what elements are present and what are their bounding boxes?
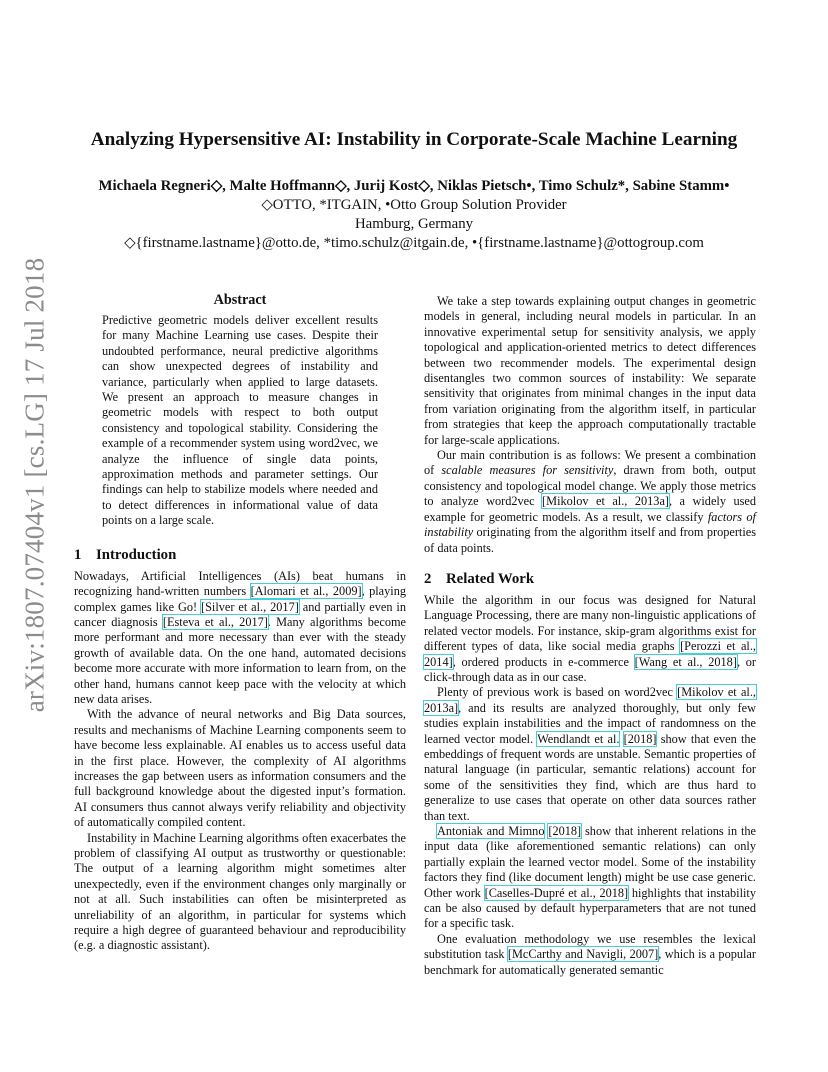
section-title: Related Work <box>446 570 535 587</box>
left-column <box>74 291 406 954</box>
intro-paragraph-2: With the advance of neural networks and Big Data sources, results and mechanisms of Machine Learning components seem to have become less explainable. AI enables us to access useful data in the first place. However, the complexity of AI algorithms increases the gap between users as information consumers and the full background knowledge about the digested input’s formation. AI consumers thus cannot always verify reliability and objectivity of automatically compiled content. <box>74 707 406 830</box>
section-number: 2 <box>424 570 432 587</box>
citation-link[interactable]: [Caselles-Dupré et al., 2018] <box>484 885 629 900</box>
section-heading-introduction <box>74 546 406 564</box>
location: Hamburg, Germany <box>354 216 474 232</box>
citation-link[interactable]: [Mikolov et al., 2013a] <box>424 685 756 715</box>
affiliation: ◇OTTO, *ITGAIN, •Otto Group Solution Provider <box>261 197 567 213</box>
related-paragraph-3: Antoniak and Mimno [2018] show that inherent relations in the input data (like aforementioned semantic relations) can only partially explain the learned vector model. Some of the instability factors they find (like document length) might be use case generic. Other work [Caselles-Dupré et al., 2018] highlights that instability can be also caused by default hyperparameters that are not tuned for a specific task. <box>424 824 756 931</box>
citation-link[interactable]: [Mikolov et al., 2013a] <box>542 494 669 509</box>
citation-link[interactable]: [McCarthy and Navigli, 2007] <box>507 947 659 962</box>
author-list: Michaela Regneri◇, Malte Hoffmann◇, Jurij Kost◇, Niklas Pietsch•, Timo Schulz*, Sabine Stamm• <box>98 178 730 194</box>
section-number: 1 <box>74 546 82 563</box>
emphasis-text: factors of instability <box>424 509 756 540</box>
citation-link[interactable]: [Perozzi et al., 2014] <box>424 639 756 669</box>
citation-link[interactable]: [Alomari et al., 2009] <box>250 584 362 599</box>
citation-link[interactable]: [Silver et al., 2017] <box>201 599 299 614</box>
citation-link[interactable]: [Wang et al., 2018] <box>634 654 737 669</box>
right-paragraph-1: We take a step towards explaining output changes in geometric models in general, including neural models in particular. In an innovative experimental setup for sensitivity analysis, we apply topological and application-oriented metrics to detect differences between two recommender models. The experimental design disentangles two common sources of instability: We separate sensitivity that originates from minimal changes in the input data from variation originating from the algorithm itself, in particular from strategies that keep the approach computationally tractable for large-scale applications. <box>424 294 756 447</box>
right-paragraph-2: Our main contribution is as follows: We present a combination of scalable measures for sensitivity, drawn from both, output consistency and topological model change. We apply those metrics to analyze word2vec [Mikolov et al., 2013a], a widely used example for geometric models. As a result, we classify factors of instability originating from the algorithm itself and from properties of data points. <box>424 448 756 555</box>
citation-link[interactable]: [Esteva et al., 2017] <box>162 614 268 629</box>
section-heading-related-work <box>424 570 756 588</box>
abstract-heading: Abstract <box>213 292 267 308</box>
email-addresses: ◇{firstname.lastname}@otto.de, *timo.schulz@itgain.de, •{firstname.lastname}@ottogroup.com <box>124 235 704 251</box>
abstract-text: Predictive geometric models deliver excellent results for many Machine Learning use cases. Despite their undoubted performance, neural predictive algorithms can show unexpected degrees of instability and variance, particularly when applied to large datasets. We present an approach to measure changes in geometric models with respect to both output consistency and topological stability. Considering the example of a recommender system using word2vec, we analyze the influence of single data points, approximation methods and parameter settings. Our findings can help to stabilize models where needed and to detect differences in informational value of data points on a large scale. <box>102 313 378 528</box>
emphasis-text: scalable measures for sensitivity <box>441 463 614 478</box>
intro-paragraph-1: Nowadays, Artificial Intelligences (AIs) beat humans in recognizing hand-written numbers [Alomari et al., 2009], playing complex games like Go! [Silver et al., 2017] and partially even in cancer diagnosis [Esteva et al., 2017]. Many algorithms become more performant and more necessary than ever with the steady growth of available data. On the one hand, automated decisions become more accurate with more information to learn from, on the other hand, humans cannot keep pace with the velocity at which new data arises. <box>74 568 406 706</box>
right-column <box>424 294 756 978</box>
citation-link[interactable]: Wendlandt et al. <box>537 731 620 746</box>
arxiv-identifier: arXiv:1807.07404v1 [cs.LG] 17 Jul 2018 <box>19 257 50 713</box>
section-title: Introduction <box>96 546 177 563</box>
citation-link[interactable]: [2018] <box>623 731 657 746</box>
intro-paragraph-3: Instability in Machine Learning algorithms often exacerbates the problem of classifying AI output as trustworthy or questionable: The output of a learning algorithm might sometimes alter unexpectedly, even if the environment changes only marginally or not at all. Such instabilities can often be misinterpreted as unreliability of an algorithm, in particular for systems which require a high degree of guaranteed behaviour and reproducibility (e.g. a diagnostic assistant). <box>74 830 406 953</box>
related-paragraph-4: One evaluation methodology we use resembles the lexical substitution task [McCarthy and Navigli, 2007], which is a popular benchmark for automatically generated semantic <box>424 931 756 977</box>
related-paragraph-2: Plenty of previous work is based on word2vec [Mikolov et al., 2013a], and its results are analyzed thoroughly, but only few studies explain instabilities and the impact of randomness on the learned vector model. Wendlandt et al. [2018] show that even the embeddings of frequent words are unstable. Semantic properties of natural language (in particular, semantic relations) account for some of the sensitivities they find, which are thus hard to generalize to use cases that operate on other data sources rather than text. <box>424 685 757 823</box>
citation-link[interactable]: Antoniak and Mimno <box>437 824 545 838</box>
citation-link[interactable]: [2018] <box>548 824 582 838</box>
related-paragraph-1: While the algorithm in our focus was designed for Natural Language Processing, there are many non-linguistic applications of related vector models. For instance, skip-gram algorithms exist for different types of data, like social media graphs [Perozzi et al., 2014], ordered products in e-commerce [Wang et al., 2018], or click-through data as in our case. <box>424 592 756 684</box>
paper-title: Analyzing Hypersensitive AI: Instability in Corporate-Scale Machine Learning <box>90 129 738 150</box>
